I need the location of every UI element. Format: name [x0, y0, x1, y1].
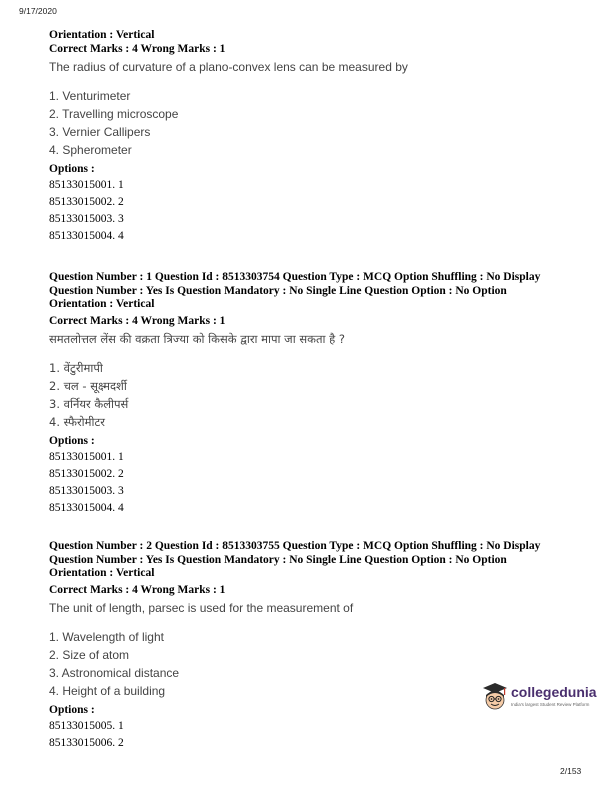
orientation-label: Orientation : Vertical — [49, 29, 155, 41]
option-id: 85133015006. 2 — [49, 737, 124, 749]
option-id-list — [49, 177, 589, 245]
choice-item: 3. Vernier Callipers — [49, 125, 151, 139]
question-text: The radius of curvature of a plano-convex lens can be measured by — [49, 60, 408, 74]
option-id: 85133015002. 2 — [49, 196, 124, 208]
marks-label: Correct Marks : 4 Wrong Marks : 1 — [49, 42, 226, 55]
choice-list — [49, 87, 589, 159]
question-meta-line-2: Question Number : Yes Is Question Mandatory : No Single Line Question Option : No Option — [49, 553, 507, 566]
option-id: 85133015004. 4 — [49, 230, 124, 242]
question-meta-line-2: Question Number : Yes Is Question Mandatory : No Single Line Question Option : No Option — [49, 284, 507, 297]
choice-item: 1. वेंटुरीमापी — [49, 361, 103, 375]
question-text: समतलोत्तल लेंस की वक्रता त्रिज्या को किसके द्वारा मापा जा सकता है ? — [49, 332, 346, 346]
option-id: 85133015001. 1 — [49, 451, 124, 463]
option-id: 85133015005. 1 — [49, 720, 124, 732]
option-id: 85133015001. 1 — [49, 179, 124, 191]
question-meta-line-1: Question Number : 2 Question Id : 8513303755 Question Type : MCQ Option Shuffling : No Display — [49, 540, 541, 552]
orientation-label: Orientation : Vertical — [49, 298, 155, 310]
logo-tagline: India's largest Student Review Platform — [511, 702, 590, 707]
marks-label: Correct Marks : 4 Wrong Marks : 1 — [49, 314, 226, 327]
option-id-list — [49, 718, 589, 752]
choice-item: 4. Height of a building — [49, 684, 166, 698]
print-date: 9/17/2020 — [19, 6, 57, 16]
question-block-2 — [49, 540, 589, 752]
choice-item: 4. Spherometer — [49, 143, 132, 157]
choice-item: 3. वर्नियर कैलीपर्स — [49, 397, 129, 411]
options-label: Options : — [49, 704, 95, 716]
question-text: The unit of length, parsec is used for the measurement of — [49, 601, 354, 615]
choice-item: 1. Wavelength of light — [49, 630, 164, 644]
marks-label: Correct Marks : 4 Wrong Marks : 1 — [49, 583, 226, 596]
options-label: Options : — [49, 163, 95, 175]
option-id: 85133015003. 3 — [49, 485, 124, 497]
page-number: 2/153 — [560, 766, 582, 776]
collegedunia-logo — [481, 681, 597, 717]
orientation-label: Orientation : Vertical — [49, 567, 155, 579]
choice-item: 2. चल - सूक्ष्मदर्शी — [49, 379, 127, 393]
choice-item: 4. स्फैरोमीटर — [49, 415, 106, 429]
choice-item: 2. Size of atom — [49, 648, 130, 662]
logo-wordmark: collegedunia — [511, 684, 597, 700]
options-label: Options : — [49, 435, 95, 447]
question-block-1 — [49, 271, 589, 517]
choice-item: 3. Astronomical distance — [49, 666, 180, 680]
mascot-icon — [481, 681, 509, 715]
choice-list — [49, 359, 589, 431]
question-block-top — [49, 29, 589, 245]
option-id: 85133015004. 4 — [49, 502, 124, 514]
option-id-list — [49, 449, 589, 517]
choice-item: 1. Venturimeter — [49, 89, 131, 103]
option-id: 85133015002. 2 — [49, 468, 124, 480]
option-id: 85133015003. 3 — [49, 213, 124, 225]
question-meta-line-1: Question Number : 1 Question Id : 8513303754 Question Type : MCQ Option Shuffling : No Display — [49, 271, 541, 283]
choice-item: 2. Travelling microscope — [49, 107, 179, 121]
